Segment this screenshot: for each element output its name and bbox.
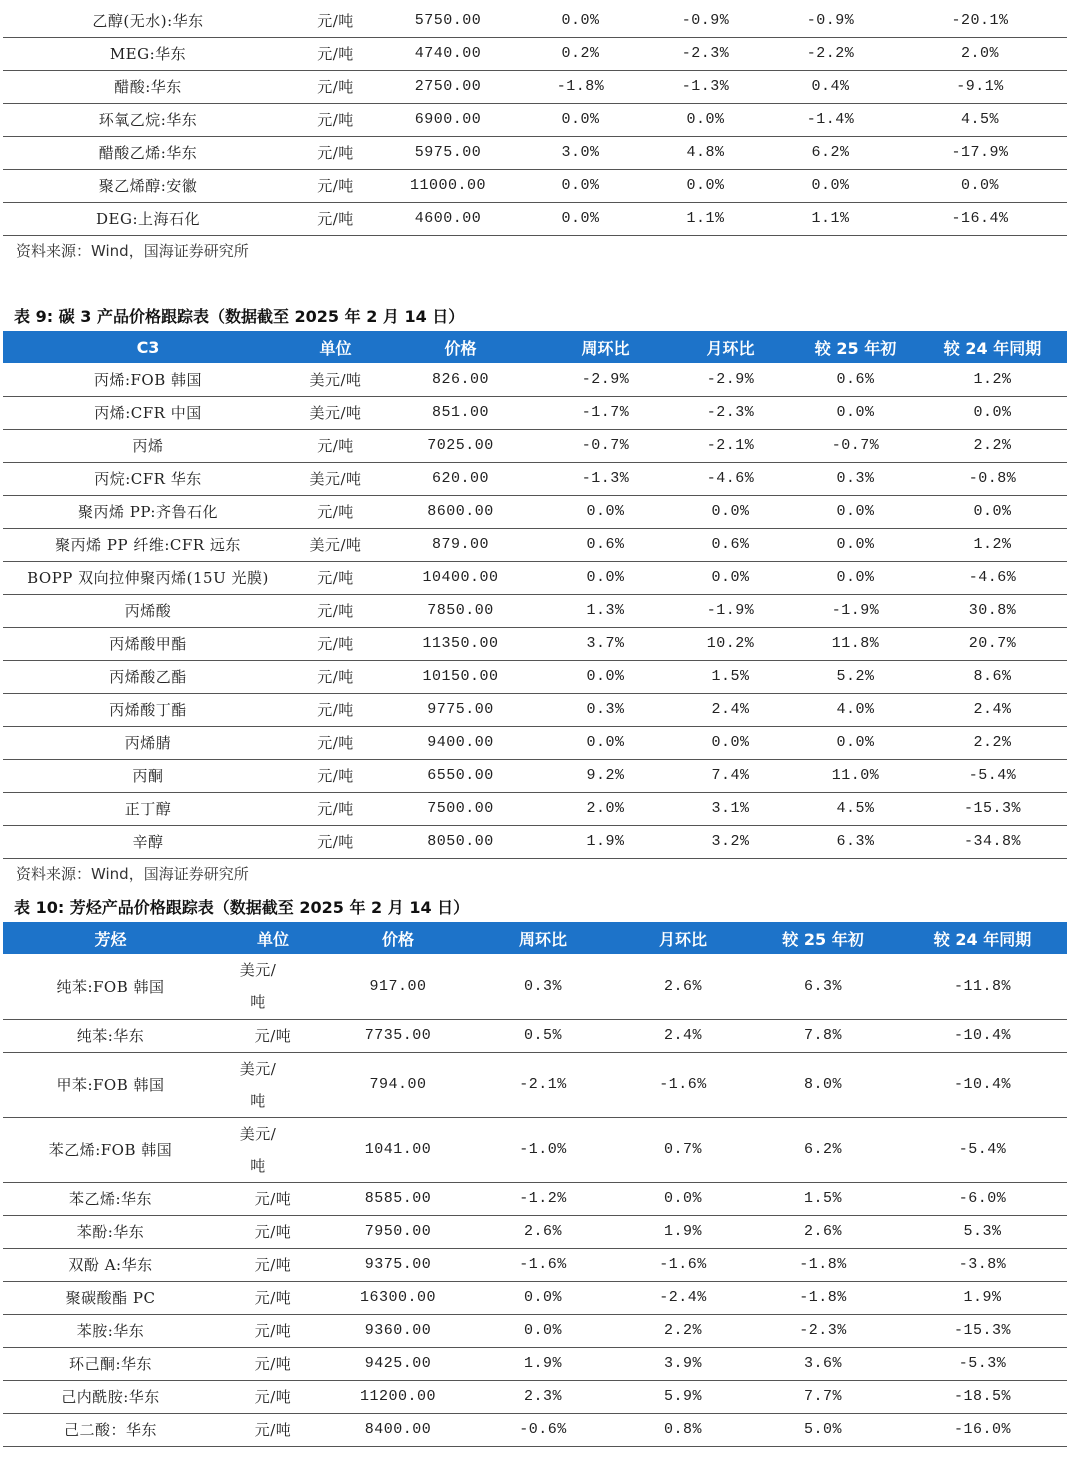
cell-price: 2750.00 [378, 70, 518, 103]
cell-price: 7025.00 [378, 429, 543, 462]
table-8-body [3, 4, 1067, 235]
table-row [3, 363, 1067, 396]
table-row [3, 1215, 1067, 1248]
cell-yoy-change: -5.4% [918, 759, 1067, 792]
cell-month-change: 0.0% [643, 169, 768, 202]
cell-week-change: 9.2% [543, 759, 668, 792]
cell-ytd-change: 7.8% [748, 1019, 898, 1052]
table-row [3, 462, 1067, 495]
cell-ytd-change: 6.3% [748, 954, 898, 1019]
cell-price: 9375.00 [328, 1248, 468, 1281]
cell-month-change: 7.4% [668, 759, 793, 792]
cell-price: 917.00 [328, 954, 468, 1019]
cell-month-change: 5.9% [618, 1380, 748, 1413]
table-row [3, 37, 1067, 70]
table-row [3, 4, 1067, 37]
cell-price: 7735.00 [328, 1019, 468, 1052]
cell-ytd-change: 1.1% [768, 202, 893, 235]
cell-unit: 元/吨 [293, 103, 378, 136]
cell-yoy-change: -5.3% [898, 1347, 1067, 1380]
cell-unit: 美元/吨 [293, 528, 378, 561]
table-row [3, 1117, 1067, 1182]
cell-month-change: 1.5% [668, 660, 793, 693]
table-row [3, 202, 1067, 235]
column-header-ytd-change: 较 25 年初 [793, 331, 918, 363]
cell-price: 9775.00 [378, 693, 543, 726]
cell-month-change: 0.0% [668, 495, 793, 528]
cell-week-change: -1.6% [468, 1248, 618, 1281]
cell-month-change: 10.2% [668, 627, 793, 660]
cell-yoy-change: 30.8% [918, 594, 1067, 627]
cell-yoy-change: 1.2% [918, 528, 1067, 561]
cell-yoy-change: -9.1% [893, 70, 1067, 103]
cell-unit: 元/吨 [218, 1380, 328, 1413]
cell-price: 620.00 [378, 462, 543, 495]
cell-month-change: -1.6% [618, 1248, 748, 1281]
cell-month-change: 0.6% [668, 528, 793, 561]
cell-price: 10400.00 [378, 561, 543, 594]
column-header-ytd-change: 较 25 年初 [748, 922, 898, 954]
table-row [3, 1248, 1067, 1281]
cell-ytd-change: 0.0% [793, 726, 918, 759]
cell-week-change: -1.7% [543, 396, 668, 429]
table-row [3, 726, 1067, 759]
column-header-yoy-change: 较 24 年同期 [918, 331, 1067, 363]
table-row [3, 792, 1067, 825]
cell-ytd-change: 6.3% [793, 825, 918, 858]
cell-week-change: -0.7% [543, 429, 668, 462]
table-row [3, 103, 1067, 136]
cell-ytd-change: 5.0% [748, 1413, 898, 1446]
cell-yoy-change: -16.0% [898, 1413, 1067, 1446]
cell-product-name: 丙烯腈 [3, 726, 293, 759]
cell-unit: 元/吨 [293, 792, 378, 825]
cell-month-change: -2.4% [618, 1281, 748, 1314]
cell-week-change: 0.3% [543, 693, 668, 726]
cell-unit: 美元/吨 [293, 462, 378, 495]
cell-yoy-change: 5.3% [898, 1215, 1067, 1248]
cell-product-name: 辛醇 [3, 825, 293, 858]
cell-ytd-change: 6.2% [748, 1117, 898, 1182]
cell-month-change: 3.1% [668, 792, 793, 825]
cell-unit: 元/吨 [293, 70, 378, 103]
cell-product-name: 环己酮:华东 [3, 1347, 218, 1380]
cell-month-change: -2.1% [668, 429, 793, 462]
cell-unit: 元/吨 [293, 726, 378, 759]
cell-week-change: 0.0% [468, 1281, 618, 1314]
cell-product-name: 己内酰胺:华东 [3, 1380, 218, 1413]
cell-month-change: 0.0% [668, 561, 793, 594]
cell-yoy-change: 0.0% [918, 495, 1067, 528]
cell-week-change: 0.0% [518, 103, 643, 136]
cell-week-change: -1.3% [543, 462, 668, 495]
cell-yoy-change: -34.8% [918, 825, 1067, 858]
cell-yoy-change: 1.9% [898, 1281, 1067, 1314]
table-row [3, 825, 1067, 858]
cell-week-change: 0.0% [543, 726, 668, 759]
cell-unit: 美元/ 吨 [218, 954, 328, 1019]
cell-yoy-change: -11.8% [898, 954, 1067, 1019]
cell-yoy-change: 2.2% [918, 429, 1067, 462]
cell-ytd-change: 11.0% [793, 759, 918, 792]
column-header-month-change: 月环比 [668, 331, 793, 363]
cell-price: 11200.00 [328, 1380, 468, 1413]
cell-month-change: 4.8% [643, 136, 768, 169]
cell-price: 4600.00 [378, 202, 518, 235]
table-row [3, 693, 1067, 726]
cell-unit: 元/吨 [293, 660, 378, 693]
cell-ytd-change: 0.4% [768, 70, 893, 103]
table-row [3, 1380, 1067, 1413]
cell-yoy-change: -15.3% [898, 1314, 1067, 1347]
cell-ytd-change: 0.3% [793, 462, 918, 495]
table-row [3, 1182, 1067, 1215]
column-header-unit: 单位 [293, 331, 378, 363]
cell-week-change: 2.6% [468, 1215, 618, 1248]
cell-unit: 元/吨 [293, 561, 378, 594]
cell-ytd-change: -2.3% [748, 1314, 898, 1347]
table-row [3, 1281, 1067, 1314]
cell-price: 6900.00 [378, 103, 518, 136]
cell-week-change: 0.0% [518, 169, 643, 202]
cell-unit: 元/吨 [218, 1215, 328, 1248]
cell-ytd-change: 8.0% [748, 1052, 898, 1117]
table-row [3, 396, 1067, 429]
cell-unit: 元/吨 [293, 169, 378, 202]
cell-product-name: 丙烯:FOB 韩国 [3, 363, 293, 396]
table-row [3, 136, 1067, 169]
cell-unit: 元/吨 [293, 693, 378, 726]
cell-ytd-change: 0.0% [768, 169, 893, 202]
cell-yoy-change: -10.4% [898, 1019, 1067, 1052]
cell-unit: 元/吨 [218, 1314, 328, 1347]
table-9-title: 表 9: 碳 3 产品价格跟踪表（数据截至 2025 年 2 月 14 日） [14, 307, 465, 326]
cell-product-name: 醋酸:华东 [3, 70, 293, 103]
cell-week-change: 0.6% [543, 528, 668, 561]
cell-yoy-change: -0.8% [918, 462, 1067, 495]
cell-yoy-change: 20.7% [918, 627, 1067, 660]
cell-price: 4740.00 [378, 37, 518, 70]
table-10-header [3, 922, 1067, 954]
cell-unit: 元/吨 [293, 627, 378, 660]
cell-product-name: 苯酚:华东 [3, 1215, 218, 1248]
cell-week-change: 0.5% [468, 1019, 618, 1052]
cell-price: 16300.00 [328, 1281, 468, 1314]
cell-week-change: 2.3% [468, 1380, 618, 1413]
cell-yoy-change: 2.0% [893, 37, 1067, 70]
cell-price: 7850.00 [378, 594, 543, 627]
cell-price: 9425.00 [328, 1347, 468, 1380]
cell-product-name: 环氧乙烷:华东 [3, 103, 293, 136]
cell-month-change: 1.9% [618, 1215, 748, 1248]
cell-yoy-change: 0.0% [893, 169, 1067, 202]
table-row [3, 1347, 1067, 1380]
table-10-title: 表 10: 芳烃产品价格跟踪表（数据截至 2025 年 2 月 14 日） [14, 898, 470, 917]
cell-week-change: -2.9% [543, 363, 668, 396]
cell-unit: 元/吨 [293, 202, 378, 235]
cell-unit: 元/吨 [293, 136, 378, 169]
cell-product-name: 聚丙烯 PP:齐鲁石化 [3, 495, 293, 528]
cell-product-name: 苯胺:华东 [3, 1314, 218, 1347]
cell-ytd-change: 0.0% [793, 561, 918, 594]
column-header-yoy-change: 较 24 年同期 [898, 922, 1067, 954]
cell-product-name: MEG:华东 [3, 37, 293, 70]
cell-yoy-change: 2.2% [918, 726, 1067, 759]
cell-month-change: -1.3% [643, 70, 768, 103]
cell-price: 11350.00 [378, 627, 543, 660]
cell-ytd-change: -0.9% [768, 4, 893, 37]
cell-unit: 元/吨 [218, 1281, 328, 1314]
cell-ytd-change: 4.0% [793, 693, 918, 726]
cell-ytd-change: 5.2% [793, 660, 918, 693]
cell-price: 8050.00 [378, 825, 543, 858]
cell-product-name: 丙烯酸甲酯 [3, 627, 293, 660]
cell-unit: 元/吨 [218, 1413, 328, 1446]
cell-month-change: 2.4% [618, 1019, 748, 1052]
cell-product-name: 丙烯 [3, 429, 293, 462]
cell-product-name: 丙烷:CFR 华东 [3, 462, 293, 495]
cell-month-change: -4.6% [668, 462, 793, 495]
cell-ytd-change: 2.6% [748, 1215, 898, 1248]
cell-product-name: 苯乙烯:FOB 韩国 [3, 1117, 218, 1182]
cell-product-name: BOPP 双向拉伸聚丙烯(15U 光膜) [3, 561, 293, 594]
cell-unit: 元/吨 [218, 1019, 328, 1052]
cell-unit: 美元/ 吨 [218, 1052, 328, 1117]
cell-unit: 元/吨 [218, 1347, 328, 1380]
cell-month-change: -2.3% [668, 396, 793, 429]
table-9 [3, 331, 1067, 859]
cell-price: 7500.00 [378, 792, 543, 825]
column-header-price: 价格 [378, 331, 543, 363]
table-row [3, 429, 1067, 462]
cell-week-change: -1.2% [468, 1182, 618, 1215]
cell-price: 794.00 [328, 1052, 468, 1117]
cell-unit: 元/吨 [293, 594, 378, 627]
cell-unit: 元/吨 [293, 4, 378, 37]
cell-ytd-change: 11.8% [793, 627, 918, 660]
column-header-unit: 单位 [218, 922, 328, 954]
cell-yoy-change: -10.4% [898, 1052, 1067, 1117]
column-header-month-change: 月环比 [618, 922, 748, 954]
cell-yoy-change: 4.5% [893, 103, 1067, 136]
cell-unit: 元/吨 [218, 1182, 328, 1215]
cell-week-change: 0.3% [468, 954, 618, 1019]
cell-yoy-change: -4.6% [918, 561, 1067, 594]
cell-ytd-change: -1.4% [768, 103, 893, 136]
cell-yoy-change: 1.2% [918, 363, 1067, 396]
cell-yoy-change: 8.6% [918, 660, 1067, 693]
table-8 [3, 4, 1067, 236]
cell-yoy-change: -6.0% [898, 1182, 1067, 1215]
cell-week-change: 0.0% [543, 495, 668, 528]
table-row [3, 1413, 1067, 1446]
cell-price: 7950.00 [328, 1215, 468, 1248]
cell-ytd-change: 6.2% [768, 136, 893, 169]
cell-month-change: 2.4% [668, 693, 793, 726]
cell-week-change: 1.9% [468, 1347, 618, 1380]
cell-week-change: 1.3% [543, 594, 668, 627]
cell-month-change: -2.3% [643, 37, 768, 70]
table-row [3, 954, 1067, 1019]
table-row [3, 70, 1067, 103]
cell-month-change: 3.2% [668, 825, 793, 858]
cell-week-change: 0.0% [543, 660, 668, 693]
cell-ytd-change: 4.5% [793, 792, 918, 825]
cell-ytd-change: 0.0% [793, 495, 918, 528]
cell-unit: 元/吨 [293, 429, 378, 462]
cell-price: 11000.00 [378, 169, 518, 202]
cell-yoy-change: -20.1% [893, 4, 1067, 37]
cell-product-name: 聚乙烯醇:安徽 [3, 169, 293, 202]
cell-month-change: 0.0% [618, 1182, 748, 1215]
cell-week-change: 0.0% [468, 1314, 618, 1347]
table-row [3, 594, 1067, 627]
table-9-body [3, 363, 1067, 858]
cell-product-name: 甲苯:FOB 韩国 [3, 1052, 218, 1117]
cell-price: 879.00 [378, 528, 543, 561]
cell-week-change: -2.1% [468, 1052, 618, 1117]
cell-unit: 元/吨 [293, 825, 378, 858]
cell-unit: 美元/ 吨 [218, 1117, 328, 1182]
cell-week-change: 3.0% [518, 136, 643, 169]
cell-product-name: 双酚 A:华东 [3, 1248, 218, 1281]
cell-price: 9360.00 [328, 1314, 468, 1347]
table-row [3, 1314, 1067, 1347]
table-row [3, 1052, 1067, 1117]
cell-product-name: 纯苯:FOB 韩国 [3, 954, 218, 1019]
cell-week-change: -1.0% [468, 1117, 618, 1182]
cell-yoy-change: 2.4% [918, 693, 1067, 726]
cell-price: 8600.00 [378, 495, 543, 528]
cell-price: 826.00 [378, 363, 543, 396]
column-header-week-change: 周环比 [543, 331, 668, 363]
table-row [3, 627, 1067, 660]
cell-unit: 元/吨 [293, 759, 378, 792]
cell-product-name: 丙烯:CFR 中国 [3, 396, 293, 429]
cell-product-name: 聚碳酸酯 PC [3, 1281, 218, 1314]
cell-unit: 美元/吨 [293, 363, 378, 396]
cell-yoy-change: -5.4% [898, 1117, 1067, 1182]
cell-price: 8585.00 [328, 1182, 468, 1215]
cell-unit: 元/吨 [293, 495, 378, 528]
cell-price: 851.00 [378, 396, 543, 429]
cell-week-change: -1.8% [518, 70, 643, 103]
cell-product-name: 丙烯酸 [3, 594, 293, 627]
cell-month-change: -0.9% [643, 4, 768, 37]
table-row [3, 495, 1067, 528]
cell-yoy-change: 0.0% [918, 396, 1067, 429]
cell-month-change: 2.6% [618, 954, 748, 1019]
cell-ytd-change: 7.7% [748, 1380, 898, 1413]
cell-product-name: 乙醇(无水):华东 [3, 4, 293, 37]
cell-week-change: 1.9% [543, 825, 668, 858]
cell-price: 8400.00 [328, 1413, 468, 1446]
table-row [3, 528, 1067, 561]
cell-price: 5975.00 [378, 136, 518, 169]
cell-ytd-change: 1.5% [748, 1182, 898, 1215]
cell-month-change: 0.8% [618, 1413, 748, 1446]
cell-week-change: 0.0% [518, 202, 643, 235]
table-row [3, 660, 1067, 693]
cell-ytd-change: 3.6% [748, 1347, 898, 1380]
cell-unit: 元/吨 [293, 37, 378, 70]
table-8-source: 资料来源：Wind，国海证券研究所 [16, 242, 249, 260]
cell-product-name: 苯乙烯:华东 [3, 1182, 218, 1215]
cell-product-name: 己二酸：华东 [3, 1413, 218, 1446]
cell-price: 5750.00 [378, 4, 518, 37]
cell-product-name: 丙烯酸丁酯 [3, 693, 293, 726]
cell-ytd-change: 0.0% [793, 528, 918, 561]
column-header-product-name: 芳烃 [3, 922, 218, 954]
cell-ytd-change: -1.9% [793, 594, 918, 627]
cell-product-name: 丙酮 [3, 759, 293, 792]
cell-price: 6550.00 [378, 759, 543, 792]
cell-product-name: DEG:上海石化 [3, 202, 293, 235]
cell-week-change: 3.7% [543, 627, 668, 660]
cell-unit: 元/吨 [218, 1248, 328, 1281]
cell-yoy-change: -18.5% [898, 1380, 1067, 1413]
cell-yoy-change: -15.3% [918, 792, 1067, 825]
cell-unit: 美元/吨 [293, 396, 378, 429]
cell-yoy-change: -17.9% [893, 136, 1067, 169]
cell-month-change: 0.0% [643, 103, 768, 136]
cell-week-change: 0.2% [518, 37, 643, 70]
column-header-price: 价格 [328, 922, 468, 954]
cell-product-name: 丙烯酸乙酯 [3, 660, 293, 693]
cell-price: 1041.00 [328, 1117, 468, 1182]
table-row [3, 561, 1067, 594]
cell-month-change: 0.7% [618, 1117, 748, 1182]
cell-product-name: 正丁醇 [3, 792, 293, 825]
table-10-body [3, 954, 1067, 1446]
cell-yoy-change: -16.4% [893, 202, 1067, 235]
cell-month-change: -2.9% [668, 363, 793, 396]
table-row [3, 1019, 1067, 1052]
cell-yoy-change: -3.8% [898, 1248, 1067, 1281]
cell-week-change: -0.6% [468, 1413, 618, 1446]
cell-ytd-change: 0.6% [793, 363, 918, 396]
table-row [3, 169, 1067, 202]
cell-week-change: 0.0% [518, 4, 643, 37]
cell-month-change: 3.9% [618, 1347, 748, 1380]
cell-ytd-change: -1.8% [748, 1248, 898, 1281]
table-9-header [3, 331, 1067, 363]
cell-ytd-change: -1.8% [748, 1281, 898, 1314]
cell-month-change: 2.2% [618, 1314, 748, 1347]
cell-product-name: 醋酸乙烯:华东 [3, 136, 293, 169]
cell-ytd-change: -0.7% [793, 429, 918, 462]
column-header-week-change: 周环比 [468, 922, 618, 954]
cell-week-change: 0.0% [543, 561, 668, 594]
cell-month-change: -1.9% [668, 594, 793, 627]
cell-month-change: 0.0% [668, 726, 793, 759]
table-9-source: 资料来源：Wind，国海证券研究所 [16, 865, 249, 883]
cell-price: 9400.00 [378, 726, 543, 759]
cell-ytd-change: 0.0% [793, 396, 918, 429]
cell-product-name: 纯苯:华东 [3, 1019, 218, 1052]
cell-product-name: 聚丙烯 PP 纤维:CFR 远东 [3, 528, 293, 561]
cell-month-change: 1.1% [643, 202, 768, 235]
cell-month-change: -1.6% [618, 1052, 748, 1117]
cell-ytd-change: -2.2% [768, 37, 893, 70]
cell-week-change: 2.0% [543, 792, 668, 825]
cell-price: 10150.00 [378, 660, 543, 693]
table-row [3, 759, 1067, 792]
table-10 [3, 922, 1067, 1447]
column-header-product-name: C3 [3, 331, 293, 363]
